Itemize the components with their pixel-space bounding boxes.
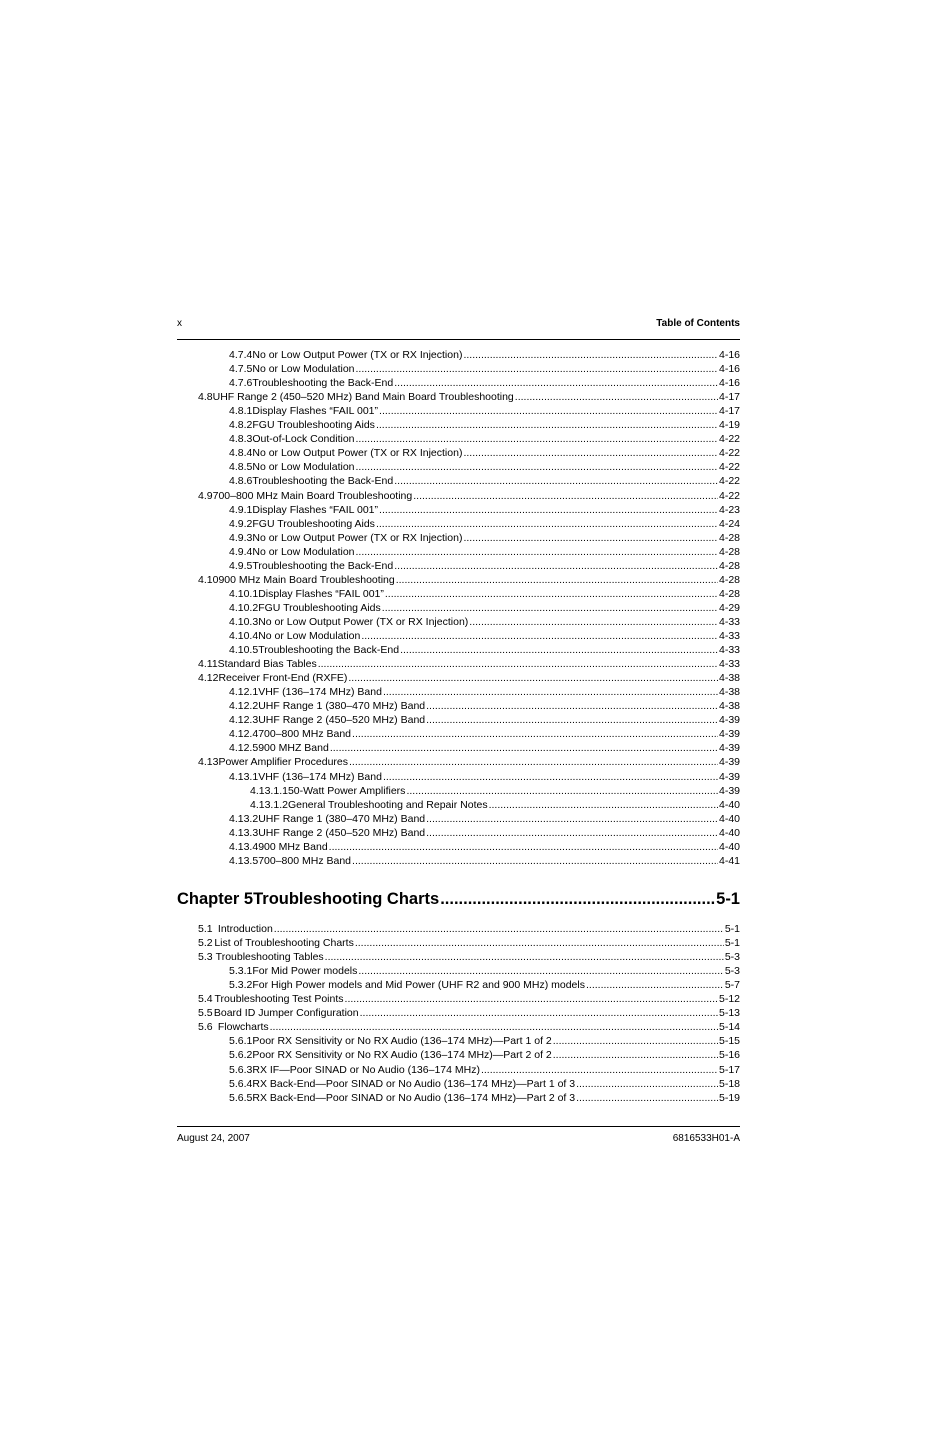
toc-entry[interactable] [229, 826, 740, 840]
toc-entry-page: 4-22 [718, 447, 740, 460]
toc-entry-page: 5-16 [718, 1049, 740, 1062]
toc-entry-page: 4-33 [718, 644, 740, 657]
toc-entry-number: 4.10.2 [229, 601, 259, 614]
toc-entry-number: 4.10.1 [229, 587, 259, 600]
toc-entry-title: List of Troubleshooting Charts [214, 937, 354, 950]
toc-entry-number: 4.7.6 [229, 377, 253, 390]
toc-entry[interactable] [229, 1077, 740, 1091]
toc-entry-number: 5.3 [198, 951, 213, 964]
toc-entry-number: 4.8.2 [229, 419, 253, 432]
toc-entry[interactable] [229, 685, 740, 699]
toc-entry[interactable] [250, 784, 740, 798]
toc-entry-number: 5.3.2 [229, 979, 253, 992]
toc-entry-title: 700–800 MHz Band [258, 854, 352, 867]
toc-entry-title: 700–800 MHz Main Board Troubleshooting [212, 489, 413, 502]
toc-entry-page: 4-22 [718, 461, 740, 474]
toc-entry[interactable] [229, 348, 740, 362]
leader-dots [481, 1063, 718, 1077]
toc-entry-number: 4.12.5 [229, 742, 259, 755]
toc-entry-title: Troubleshooting Test Points [214, 993, 344, 1006]
toc-entry-title: FGU Troubleshooting Aids [258, 601, 381, 614]
toc-entry[interactable] [229, 517, 740, 531]
toc-entry-page: 4-39 [718, 714, 740, 727]
toc-entry-title: Out-of-Lock Condition [252, 433, 355, 446]
toc-entry-title: For High Power models and Mid Power (UHF R2 and 900 MHz) models [252, 979, 585, 992]
toc-entry-number: 4.12.2 [229, 700, 259, 713]
toc-entry-title: No or Low Modulation [258, 630, 361, 642]
leader-dots [349, 755, 718, 769]
toc-entry[interactable] [229, 629, 740, 643]
leader-dots [394, 559, 718, 573]
toc-entry-number: 4.9.3 [229, 531, 253, 544]
leader-dots [469, 615, 718, 629]
toc-entry[interactable] [198, 755, 740, 769]
leader-dots [376, 418, 718, 432]
toc-entry-title: Troubleshooting the Back-End [258, 644, 400, 657]
toc-entry-number: 5.6.4 [229, 1077, 253, 1090]
toc-entry-title: Troubleshooting the Back-End [252, 377, 394, 390]
toc-entry-title: 900 MHZ Band [258, 742, 329, 755]
leader-dots [413, 489, 718, 503]
toc-entry[interactable] [229, 964, 740, 978]
toc-entry-title: 700–800 MHz Band [258, 728, 352, 741]
toc-entry[interactable] [229, 446, 740, 460]
toc-entry-page: 5-19 [718, 1091, 740, 1104]
leader-dots [576, 1077, 718, 1091]
toc-entry-title: General Troubleshooting and Repair Notes [287, 798, 488, 811]
leader-dots [385, 587, 718, 601]
toc-entry-title: No or Low Modulation [252, 461, 355, 474]
toc-entry-number: 5.6.2 [229, 1049, 253, 1062]
leader-dots [355, 936, 724, 950]
toc-entry-page: 5-12 [718, 993, 740, 1006]
toc-entry-title: Introduction [217, 923, 273, 935]
toc-entry[interactable] [229, 1034, 740, 1048]
toc-entry-number: 4.9.1 [229, 503, 253, 516]
toc-entry-title: No or Low Modulation [252, 545, 355, 558]
toc-entry[interactable] [229, 404, 740, 418]
leader-dots [352, 854, 718, 868]
chapter-heading[interactable] [177, 888, 740, 910]
toc-entry-number: 4.13.4 [229, 840, 259, 853]
toc-entry-title: 900 MHz Main Board Troubleshooting [218, 573, 395, 586]
toc-entry[interactable] [198, 657, 740, 671]
toc-entry-number: 5.2 [198, 937, 213, 950]
toc-entry[interactable] [229, 587, 740, 601]
toc-entry[interactable] [229, 503, 740, 517]
leader-dots [383, 770, 718, 784]
toc-entry-title: 900 MHz Band [258, 840, 328, 853]
leader-dots [318, 657, 718, 671]
toc-entry-page: 4-28 [718, 573, 740, 586]
toc-entry[interactable] [229, 854, 740, 868]
leader-dots [376, 517, 718, 531]
leader-dots [361, 629, 718, 643]
toc-entry[interactable] [229, 601, 740, 615]
toc-entry-page: 4-23 [718, 503, 740, 516]
toc-entry-number: 5.6.3 [229, 1063, 253, 1076]
toc-entry[interactable] [229, 727, 740, 741]
chapter-title: Troubleshooting Charts [253, 890, 440, 908]
toc-entry-page: 4-17 [718, 391, 740, 404]
toc-entry[interactable] [229, 615, 740, 629]
toc-entry[interactable] [198, 573, 740, 587]
toc-entry-number: 5.5 [198, 1007, 213, 1020]
leader-dots [274, 922, 724, 936]
toc-entry[interactable] [229, 713, 740, 727]
leader-dots [553, 1048, 718, 1062]
leader-dots [463, 348, 718, 362]
toc-entry-title: Display Flashes “FAIL 001” [252, 405, 379, 418]
toc-entry-page: 4-41 [718, 854, 740, 867]
toc-entry-title: Board ID Jumper Configuration [213, 1007, 359, 1020]
toc-entry[interactable] [229, 362, 740, 376]
toc-entry-page: 4-33 [718, 615, 740, 628]
toc-entry-number: 4.9.4 [229, 545, 253, 558]
toc-entry[interactable] [229, 460, 740, 474]
toc-entry-number: 4.8.5 [229, 461, 253, 474]
toc-entry-title: Receiver Front-End (RXFE) [218, 672, 348, 685]
leader-dots [270, 1020, 718, 1034]
toc-entry-page: 5-3 [724, 965, 740, 978]
toc-entry[interactable] [198, 671, 740, 685]
toc-entry-title: Troubleshooting the Back-End [252, 559, 394, 572]
leader-dots [463, 446, 718, 460]
toc-entry-title: RX Back-End—Poor SINAD or No Audio (136–174 MHz)—Part 2 of 3 [252, 1091, 576, 1104]
toc-entry-number: 4.8.4 [229, 447, 253, 460]
page-number: x [177, 318, 182, 329]
toc-entry-title: Display Flashes “FAIL 001” [258, 587, 384, 600]
toc-entry[interactable] [250, 798, 740, 812]
toc-entry-number: 4.8.1 [229, 405, 253, 418]
toc-entry-title: VHF (136–174 MHz) Band [258, 686, 382, 699]
toc-entry-number: 4.8 [198, 391, 213, 404]
toc-entry-page: 4-16 [718, 377, 740, 390]
toc-entry-number: 4.12.3 [229, 714, 259, 727]
leader-dots [383, 685, 718, 699]
leader-dots [426, 713, 718, 727]
footer-doc-id: 6816533H01-A [672, 1133, 740, 1144]
toc-entry-number: 4.10 [198, 573, 219, 586]
toc-entry-page: 4-22 [718, 475, 740, 488]
toc-entry-page: 4-24 [718, 517, 740, 530]
toc-entry[interactable] [198, 1006, 740, 1020]
toc-entry[interactable] [198, 992, 740, 1006]
leader-dots [329, 840, 718, 854]
toc-entry-number: 4.12.4 [229, 728, 259, 741]
toc-entry-number: 4.7.5 [229, 363, 253, 376]
footer-date: August 24, 2007 [177, 1133, 250, 1144]
leader-dots [426, 699, 718, 713]
toc-entry[interactable] [229, 770, 740, 784]
toc-entry-number: 4.13.3 [229, 826, 259, 839]
toc-entry-page: 4-39 [718, 770, 740, 783]
toc-entry-title: For Mid Power models [252, 965, 358, 978]
toc-entry-page: 5-7 [724, 979, 740, 992]
leader-dots [356, 460, 718, 474]
header-rule [177, 339, 740, 340]
leader-dots [330, 741, 718, 755]
toc-entry-number: 5.4 [198, 993, 213, 1006]
leader-dots [379, 404, 718, 418]
toc-entry-page: 5-17 [718, 1063, 740, 1076]
leader-dots [400, 643, 718, 657]
toc-entry-page: 5-18 [718, 1077, 740, 1090]
leader-dots [426, 812, 718, 826]
toc-entry-title: Power Amplifier Procedures [218, 756, 348, 769]
toc-entry-number: 4.13 [198, 756, 219, 769]
toc-entry[interactable] [229, 978, 740, 992]
toc-entry[interactable] [198, 922, 740, 936]
toc-entry[interactable] [229, 474, 740, 488]
toc-entry[interactable] [229, 1048, 740, 1062]
leader-dots [586, 978, 724, 992]
toc-entry-title: UHF Range 1 (380–470 MHz) Band [258, 812, 426, 825]
chapter-page: 5-1 [716, 890, 740, 908]
toc-entry[interactable] [229, 699, 740, 713]
toc-entry-title: UHF Range 2 (450–520 MHz) Band [258, 714, 426, 727]
toc-entry-number: 5.1 [198, 923, 213, 935]
toc-entry-title: FGU Troubleshooting Aids [252, 517, 375, 530]
toc-entry-page: 4-28 [718, 559, 740, 572]
toc-entry-title: No or Low Output Power (TX or RX Injection) [258, 615, 469, 628]
toc-entry-title: Troubleshooting the Back-End [252, 475, 394, 488]
toc-entry-page: 4-33 [718, 630, 740, 642]
leader-dots [356, 362, 718, 376]
toc-entry-page: 4-28 [718, 587, 740, 600]
leader-dots [396, 573, 718, 587]
toc-entry-page: 4-39 [718, 756, 740, 769]
toc-entry-title: UHF Range 2 (450–520 MHz) Band Main Board Troubleshooting [212, 391, 514, 404]
toc-entry[interactable] [229, 559, 740, 573]
toc-entry-page: 4-40 [718, 812, 740, 825]
toc-entry-title: RX IF—Poor SINAD or No Audio (136–174 MHz) [252, 1063, 480, 1076]
toc-entry[interactable] [229, 1063, 740, 1077]
leader-dots [394, 474, 718, 488]
toc-entry-number: 4.7.4 [229, 349, 253, 361]
toc-entry[interactable] [198, 1020, 740, 1034]
leader-dots [345, 992, 718, 1006]
leader-dots [358, 964, 723, 978]
toc-entry-number: 4.13.5 [229, 854, 259, 867]
toc-entry-number: 4.10.4 [229, 630, 259, 642]
toc-entry-page: 5-1 [724, 937, 740, 950]
toc-entry[interactable] [229, 418, 740, 432]
leader-dots [426, 826, 718, 840]
toc-entry-title: Standard Bias Tables [217, 658, 317, 671]
toc-entry-number: 5.6 [198, 1021, 213, 1034]
toc-entry[interactable] [198, 390, 740, 404]
toc-entry-page: 4-22 [718, 489, 740, 502]
toc-entry-number: 5.6.1 [229, 1035, 253, 1048]
toc-entry-page: 4-38 [718, 700, 740, 713]
toc-entry-number: 4.8.3 [229, 433, 253, 446]
toc-entry-number: 4.9.2 [229, 517, 253, 530]
toc-entry-title: UHF Range 1 (380–470 MHz) Band [258, 700, 426, 713]
toc-entry-page: 4-39 [718, 784, 740, 797]
toc-entry-title: No or Low Output Power (TX or RX Injection) [252, 447, 463, 460]
toc-entry-title: Troubleshooting Tables [215, 951, 324, 964]
toc-entry-page: 4-40 [718, 798, 740, 811]
toc-entry-number: 4.9.5 [229, 559, 253, 572]
toc-entry-page: 4-39 [718, 742, 740, 755]
toc-entry[interactable] [198, 489, 740, 503]
toc-entry-title: 50-Watt Power Amplifiers [287, 784, 406, 797]
toc-entry[interactable] [198, 936, 740, 950]
leader-dots [348, 671, 718, 685]
toc-entry[interactable] [229, 545, 740, 559]
section-title: Table of Contents [656, 318, 740, 329]
toc-entry[interactable] [229, 531, 740, 545]
toc-entry-number: 5.3.1 [229, 965, 253, 978]
toc-entry-page: 4-28 [718, 545, 740, 558]
leader-dots [515, 390, 718, 404]
toc-entry-page: 4-17 [718, 405, 740, 418]
toc-entry[interactable] [229, 741, 740, 755]
toc-entry-number: 4.10.3 [229, 615, 259, 628]
toc-entry-page: 5-3 [724, 951, 740, 964]
toc-entry-page: 4-40 [718, 826, 740, 839]
leader-dots [360, 1006, 718, 1020]
leader-dots [406, 784, 718, 798]
toc-entry-title: No or Low Modulation [252, 363, 355, 376]
toc-entry-title: Flowcharts [217, 1021, 269, 1034]
toc-entry-number: 4.13.1 [229, 770, 259, 783]
leader-dots [463, 531, 718, 545]
chapter-label: Chapter 5 [177, 890, 254, 908]
toc-entry-page: 4-29 [718, 601, 740, 614]
leader-dots [576, 1091, 718, 1105]
toc-entry[interactable] [229, 643, 740, 657]
toc-entry-page: 4-22 [718, 433, 740, 446]
toc-entry-number: 4.8.6 [229, 475, 253, 488]
toc-entry-number: 4.13.1.2 [250, 798, 288, 811]
leader-dots [440, 888, 715, 910]
toc-entry-number: 4.13.2 [229, 812, 259, 825]
leader-dots [356, 432, 718, 446]
toc-entry[interactable] [229, 1091, 740, 1105]
toc-entry-page: 4-38 [718, 672, 740, 685]
leader-dots [352, 727, 718, 741]
toc-entry-page: 4-16 [718, 363, 740, 376]
toc-entry[interactable] [229, 812, 740, 826]
toc-entry-title: UHF Range 2 (450–520 MHz) Band [258, 826, 426, 839]
toc-entry-page: 4-39 [718, 728, 740, 741]
leader-dots [379, 503, 718, 517]
toc-entry-title: Display Flashes “FAIL 001” [252, 503, 379, 516]
footer-rule [177, 1126, 740, 1127]
toc-entry-title: RX Back-End—Poor SINAD or No Audio (136–174 MHz)—Part 1 of 3 [252, 1077, 576, 1090]
toc-entry[interactable] [229, 376, 740, 390]
toc-entry-title: Poor RX Sensitivity or No RX Audio (136–174 MHz)—Part 1 of 2 [252, 1035, 552, 1048]
toc-entry[interactable] [229, 432, 740, 446]
toc-entry-page: 5-14 [718, 1021, 740, 1034]
leader-dots [489, 798, 718, 812]
leader-dots [382, 601, 718, 615]
toc-entry-number: 4.11 [198, 658, 218, 671]
leader-dots [325, 950, 724, 964]
leader-dots [553, 1034, 718, 1048]
toc-entry-page: 5-1 [724, 923, 740, 935]
toc-entry-title: No or Low Output Power (TX or RX Injection) [252, 531, 463, 544]
leader-dots [356, 545, 718, 559]
toc-entry-page: 4-40 [718, 840, 740, 853]
toc-entry-title: No or Low Output Power (TX or RX Injection) [252, 349, 463, 361]
toc-entry-number: 4.10.5 [229, 644, 259, 657]
toc-entry-page: 5-13 [718, 1007, 740, 1020]
toc-entry-number: 5.6.5 [229, 1091, 253, 1104]
toc-entry-page: 4-28 [718, 531, 740, 544]
toc-entry-number: 4.13.1.1 [250, 784, 288, 797]
toc-entry-page: 4-33 [718, 658, 740, 671]
toc-entry-number: 4.12 [198, 672, 219, 685]
toc-entry-number: 4.12.1 [229, 686, 259, 699]
toc-entry-title: Poor RX Sensitivity or No RX Audio (136–174 MHz)—Part 2 of 2 [252, 1049, 552, 1062]
leader-dots [394, 376, 718, 390]
toc-entry-page: 5-15 [718, 1035, 740, 1048]
toc-entry-page: 4-38 [718, 686, 740, 699]
toc-entry[interactable] [198, 950, 740, 964]
toc-entry-title: VHF (136–174 MHz) Band [258, 770, 382, 783]
toc-entry-number: 4.9 [198, 489, 213, 502]
toc-entry-title: FGU Troubleshooting Aids [252, 419, 375, 432]
toc-entry-page: 4-16 [718, 349, 740, 361]
toc-entry-page: 4-19 [718, 419, 740, 432]
toc-entry[interactable] [229, 840, 740, 854]
